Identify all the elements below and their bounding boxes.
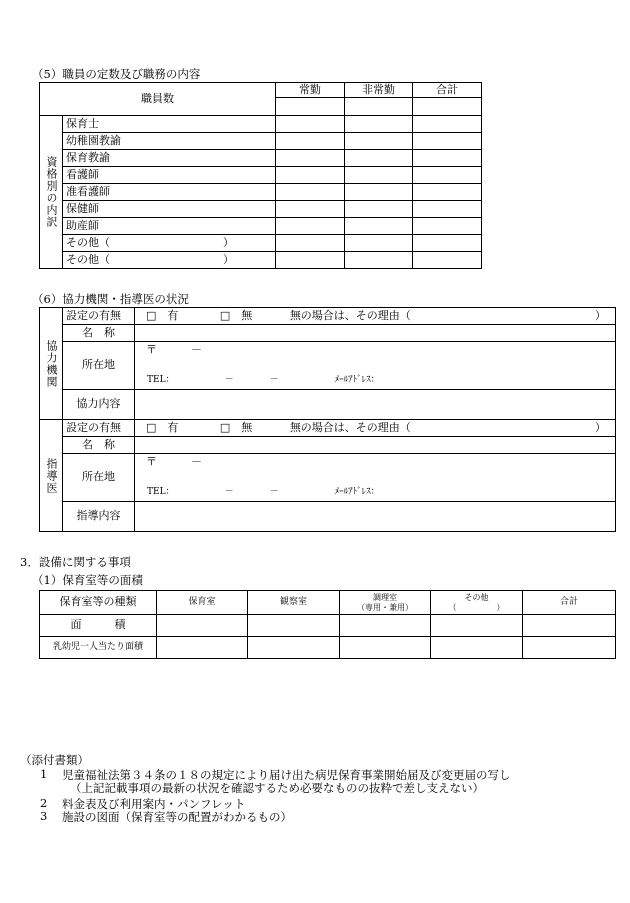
postal-dash: －	[191, 455, 202, 468]
attachment-num: 1	[40, 767, 48, 781]
section3-title: 3．設備に関する事項	[20, 555, 131, 569]
postal-mark: 〒	[146, 343, 157, 356]
cell[interactable]	[431, 637, 523, 659]
other-sub: （ ）	[448, 602, 505, 612]
setting-options	[135, 308, 616, 325]
cell[interactable]	[345, 252, 413, 269]
tel-label: TEL：	[147, 487, 175, 498]
postal-field[interactable]	[135, 342, 616, 367]
option-yes[interactable]: □ 有	[146, 420, 179, 434]
cell[interactable]	[345, 116, 413, 133]
cell[interactable]	[413, 116, 482, 133]
cell[interactable]	[248, 615, 340, 637]
cell[interactable]	[345, 235, 413, 252]
postal-mark: 〒	[146, 455, 157, 468]
cell[interactable]	[431, 615, 523, 637]
section6-title: （6）協力機関・指導医の状況	[32, 292, 189, 306]
paren-close: ）	[223, 252, 234, 266]
reason-close: ）	[595, 420, 606, 434]
attachment-num: 2	[40, 796, 48, 810]
cell[interactable]	[523, 637, 616, 659]
col-kitchen	[340, 591, 431, 615]
cell[interactable]	[413, 98, 482, 116]
cooperating-institution-label: 協力機関	[40, 308, 63, 420]
cell[interactable]	[276, 252, 345, 269]
kitchen-label: 調理室	[373, 593, 397, 603]
tel-label: TEL：	[147, 375, 175, 386]
option-no[interactable]: □ 無	[219, 308, 253, 322]
staff-count-header: 職員数	[40, 83, 276, 116]
row-area: 面 積	[40, 615, 157, 637]
cell[interactable]	[413, 252, 482, 269]
row-label: 保健師	[63, 201, 276, 218]
section3-1-title: （1）保育室等の面積	[32, 573, 143, 587]
tel-dash: －	[269, 375, 279, 386]
cell[interactable]	[276, 133, 345, 150]
cell[interactable]	[345, 184, 413, 201]
setting-label: 設定の有無	[63, 420, 135, 437]
setting-label: 設定の有無	[63, 308, 135, 325]
row-label-other	[63, 252, 276, 269]
other-label: その他（	[66, 235, 110, 249]
cell[interactable]	[276, 184, 345, 201]
cell[interactable]	[523, 615, 616, 637]
cooperation-content-label: 協力内容	[63, 390, 135, 420]
tel-dash: －	[269, 487, 279, 498]
reason-label: 無の場合は、その理由（	[289, 420, 411, 434]
attachment-subtext: （上記記載事項の最新の状況を確認するため必要なものの抜粋で差し支えない）	[70, 781, 484, 795]
name-label: 名 称	[63, 325, 135, 342]
reason-close: ）	[595, 308, 606, 322]
contact-field[interactable]	[135, 367, 616, 390]
kitchen-sub: （専用・兼用）	[357, 602, 413, 612]
cell[interactable]	[340, 637, 431, 659]
col-total: 合計	[413, 83, 482, 98]
name-field[interactable]	[135, 325, 616, 342]
cell[interactable]	[345, 150, 413, 167]
attachments-title: （添付書類）	[20, 753, 89, 767]
row-label: 看護師	[63, 167, 276, 184]
cell[interactable]	[345, 167, 413, 184]
staff-table	[39, 82, 482, 269]
contact-field[interactable]	[135, 479, 616, 502]
name-field[interactable]	[135, 437, 616, 454]
cell[interactable]	[276, 167, 345, 184]
cell[interactable]	[345, 98, 413, 116]
col-parttime: 非常勤	[345, 83, 413, 98]
paren-close: ）	[223, 235, 234, 249]
address-label: 所在地	[63, 342, 135, 390]
cell[interactable]	[345, 133, 413, 150]
other-label: その他	[464, 593, 489, 603]
row-label: 保育士	[63, 116, 276, 133]
attachment-text: 料金表及び利用案内・パンフレット	[62, 797, 246, 811]
row-label: 保育教諭	[63, 150, 276, 167]
content-field[interactable]	[135, 502, 616, 532]
cell[interactable]	[157, 615, 248, 637]
cell[interactable]	[345, 201, 413, 218]
cooperation-table	[39, 307, 616, 532]
col-area-total: 合計	[523, 591, 616, 615]
name-label: 名 称	[63, 437, 135, 454]
cell[interactable]	[248, 637, 340, 659]
cell[interactable]	[345, 218, 413, 235]
cell[interactable]	[340, 615, 431, 637]
attachment-num: 3	[40, 809, 48, 823]
cell[interactable]	[413, 150, 482, 167]
postal-field[interactable]	[135, 454, 616, 479]
cell[interactable]	[276, 218, 345, 235]
col-room-type: 保育室等の種類	[40, 591, 157, 615]
cell[interactable]	[276, 150, 345, 167]
reason-label: 無の場合は、その理由（	[289, 308, 411, 322]
cell[interactable]	[413, 218, 482, 235]
row-area-per-child: 乳幼児一人当たり面積	[40, 637, 157, 659]
address-label: 所在地	[63, 454, 135, 502]
col-fulltime: 常勤	[276, 83, 345, 98]
cell[interactable]	[276, 98, 345, 116]
content-field[interactable]	[135, 390, 616, 420]
cell[interactable]	[413, 235, 482, 252]
postal-dash: －	[191, 343, 202, 356]
email-label: ﾒｰﾙｱﾄﾞﾚｽ：	[334, 375, 380, 386]
cell[interactable]	[413, 167, 482, 184]
row-label: 助産師	[63, 218, 276, 235]
supervising-doctor-label: 指導医	[40, 420, 63, 532]
cell[interactable]	[276, 116, 345, 133]
cell[interactable]	[413, 201, 482, 218]
col-observation-room: 観察室	[248, 591, 340, 615]
cell[interactable]	[413, 133, 482, 150]
tel-dash: －	[224, 487, 234, 498]
cell[interactable]	[276, 201, 345, 218]
section5-title: （5）職員の定数及び職務の内容	[32, 67, 201, 81]
attachment-text: 児童福祉法第３４条の１８の規定により届け出た病児保育事業開始届及び変更届の写し	[62, 768, 511, 782]
option-no[interactable]: □ 無	[219, 420, 253, 434]
guidance-content-label: 指導内容	[63, 502, 135, 532]
row-label: 准看護師	[63, 184, 276, 201]
cell[interactable]	[157, 637, 248, 659]
qualification-group-label: 資格別の内訳	[40, 116, 63, 269]
area-table	[39, 590, 616, 659]
tel-dash: －	[224, 375, 234, 386]
option-yes[interactable]: □ 有	[146, 308, 179, 322]
col-other	[431, 591, 523, 615]
row-label-other	[63, 235, 276, 252]
setting-options	[135, 420, 616, 437]
email-label: ﾒｰﾙｱﾄﾞﾚｽ：	[334, 487, 380, 498]
cell[interactable]	[276, 235, 345, 252]
attachment-text: 施設の図面（保育室等の配置がわかるもの）	[62, 810, 292, 824]
row-label: 幼稚園教諭	[63, 133, 276, 150]
cell[interactable]	[413, 184, 482, 201]
other-label: その他（	[66, 252, 110, 266]
col-nursery-room: 保育室	[157, 591, 248, 615]
